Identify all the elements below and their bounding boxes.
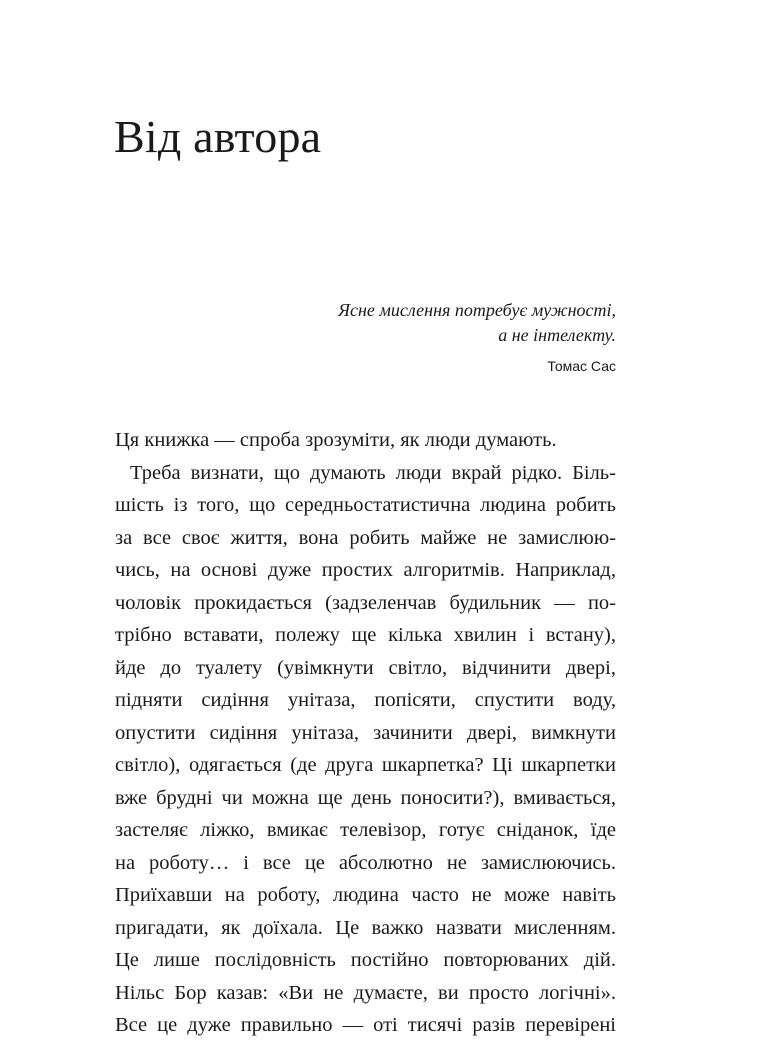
body-line: чись, на основі дуже простих алгоритмів. Наприклад, bbox=[115, 559, 616, 581]
body-line: вже брудні чи можна ще день поносити?), вмивається, bbox=[115, 786, 616, 809]
body-line: Ця книжка — спроба зрозуміти, як люди думають. bbox=[115, 429, 557, 451]
body-line: Приїхавши на роботу, людина часто не може навіть bbox=[115, 884, 616, 906]
body-line: шість із того, що середньостатистична людина робить bbox=[115, 494, 616, 516]
body-line: Це лише послідовність постійно повторюваних дій. bbox=[115, 949, 616, 971]
body-line: застеляє ліжко, вмикає телевізор, готує сніданок, їде bbox=[115, 819, 616, 841]
body-line: за все своє життя, вона робить майже не замислюю- bbox=[115, 526, 616, 549]
body-line: пригадати, як доїхала. Це важко назвати мисленням. bbox=[115, 916, 616, 939]
body-line: трібно вставати, полежу ще кілька хвилин і встану), bbox=[115, 624, 616, 646]
body-line: опустити сидіння унітаза, зачинити двері, вимкнути bbox=[115, 721, 616, 744]
body-text bbox=[115, 424, 616, 1042]
body-line: йде до туалету (увімкнути світло, відчинити двері, bbox=[115, 656, 616, 679]
epigraph-line: Ясне мислення потребує мужності, bbox=[338, 300, 616, 320]
chapter-title: Від автора bbox=[114, 111, 322, 162]
body-line: Треба визнати, що думають люди вкрай рідко. Біль- bbox=[130, 461, 616, 484]
body-line: чоловік прокидається (задзеленчав будильник — по- bbox=[115, 591, 616, 614]
epigraph-author: Томас Сас bbox=[547, 358, 616, 374]
body-line: підняти сидіння унітаза, попісяти, спустити воду, bbox=[115, 689, 616, 711]
body-line: Все це дуже правильно — оті тисячі разів перевірені bbox=[115, 1014, 616, 1036]
body-line: на роботу… і все це абсолютно не замислюючись. bbox=[115, 851, 616, 874]
epigraph-line: а не інтелекту. bbox=[498, 325, 616, 345]
epigraph bbox=[338, 298, 616, 375]
body-line: світло), одягається (де друга шкарпетка? Ці шкарпетки bbox=[115, 754, 616, 776]
body-line: Нільс Бор казав: «Ви не думаєте, ви просто логічні». bbox=[115, 981, 616, 1004]
